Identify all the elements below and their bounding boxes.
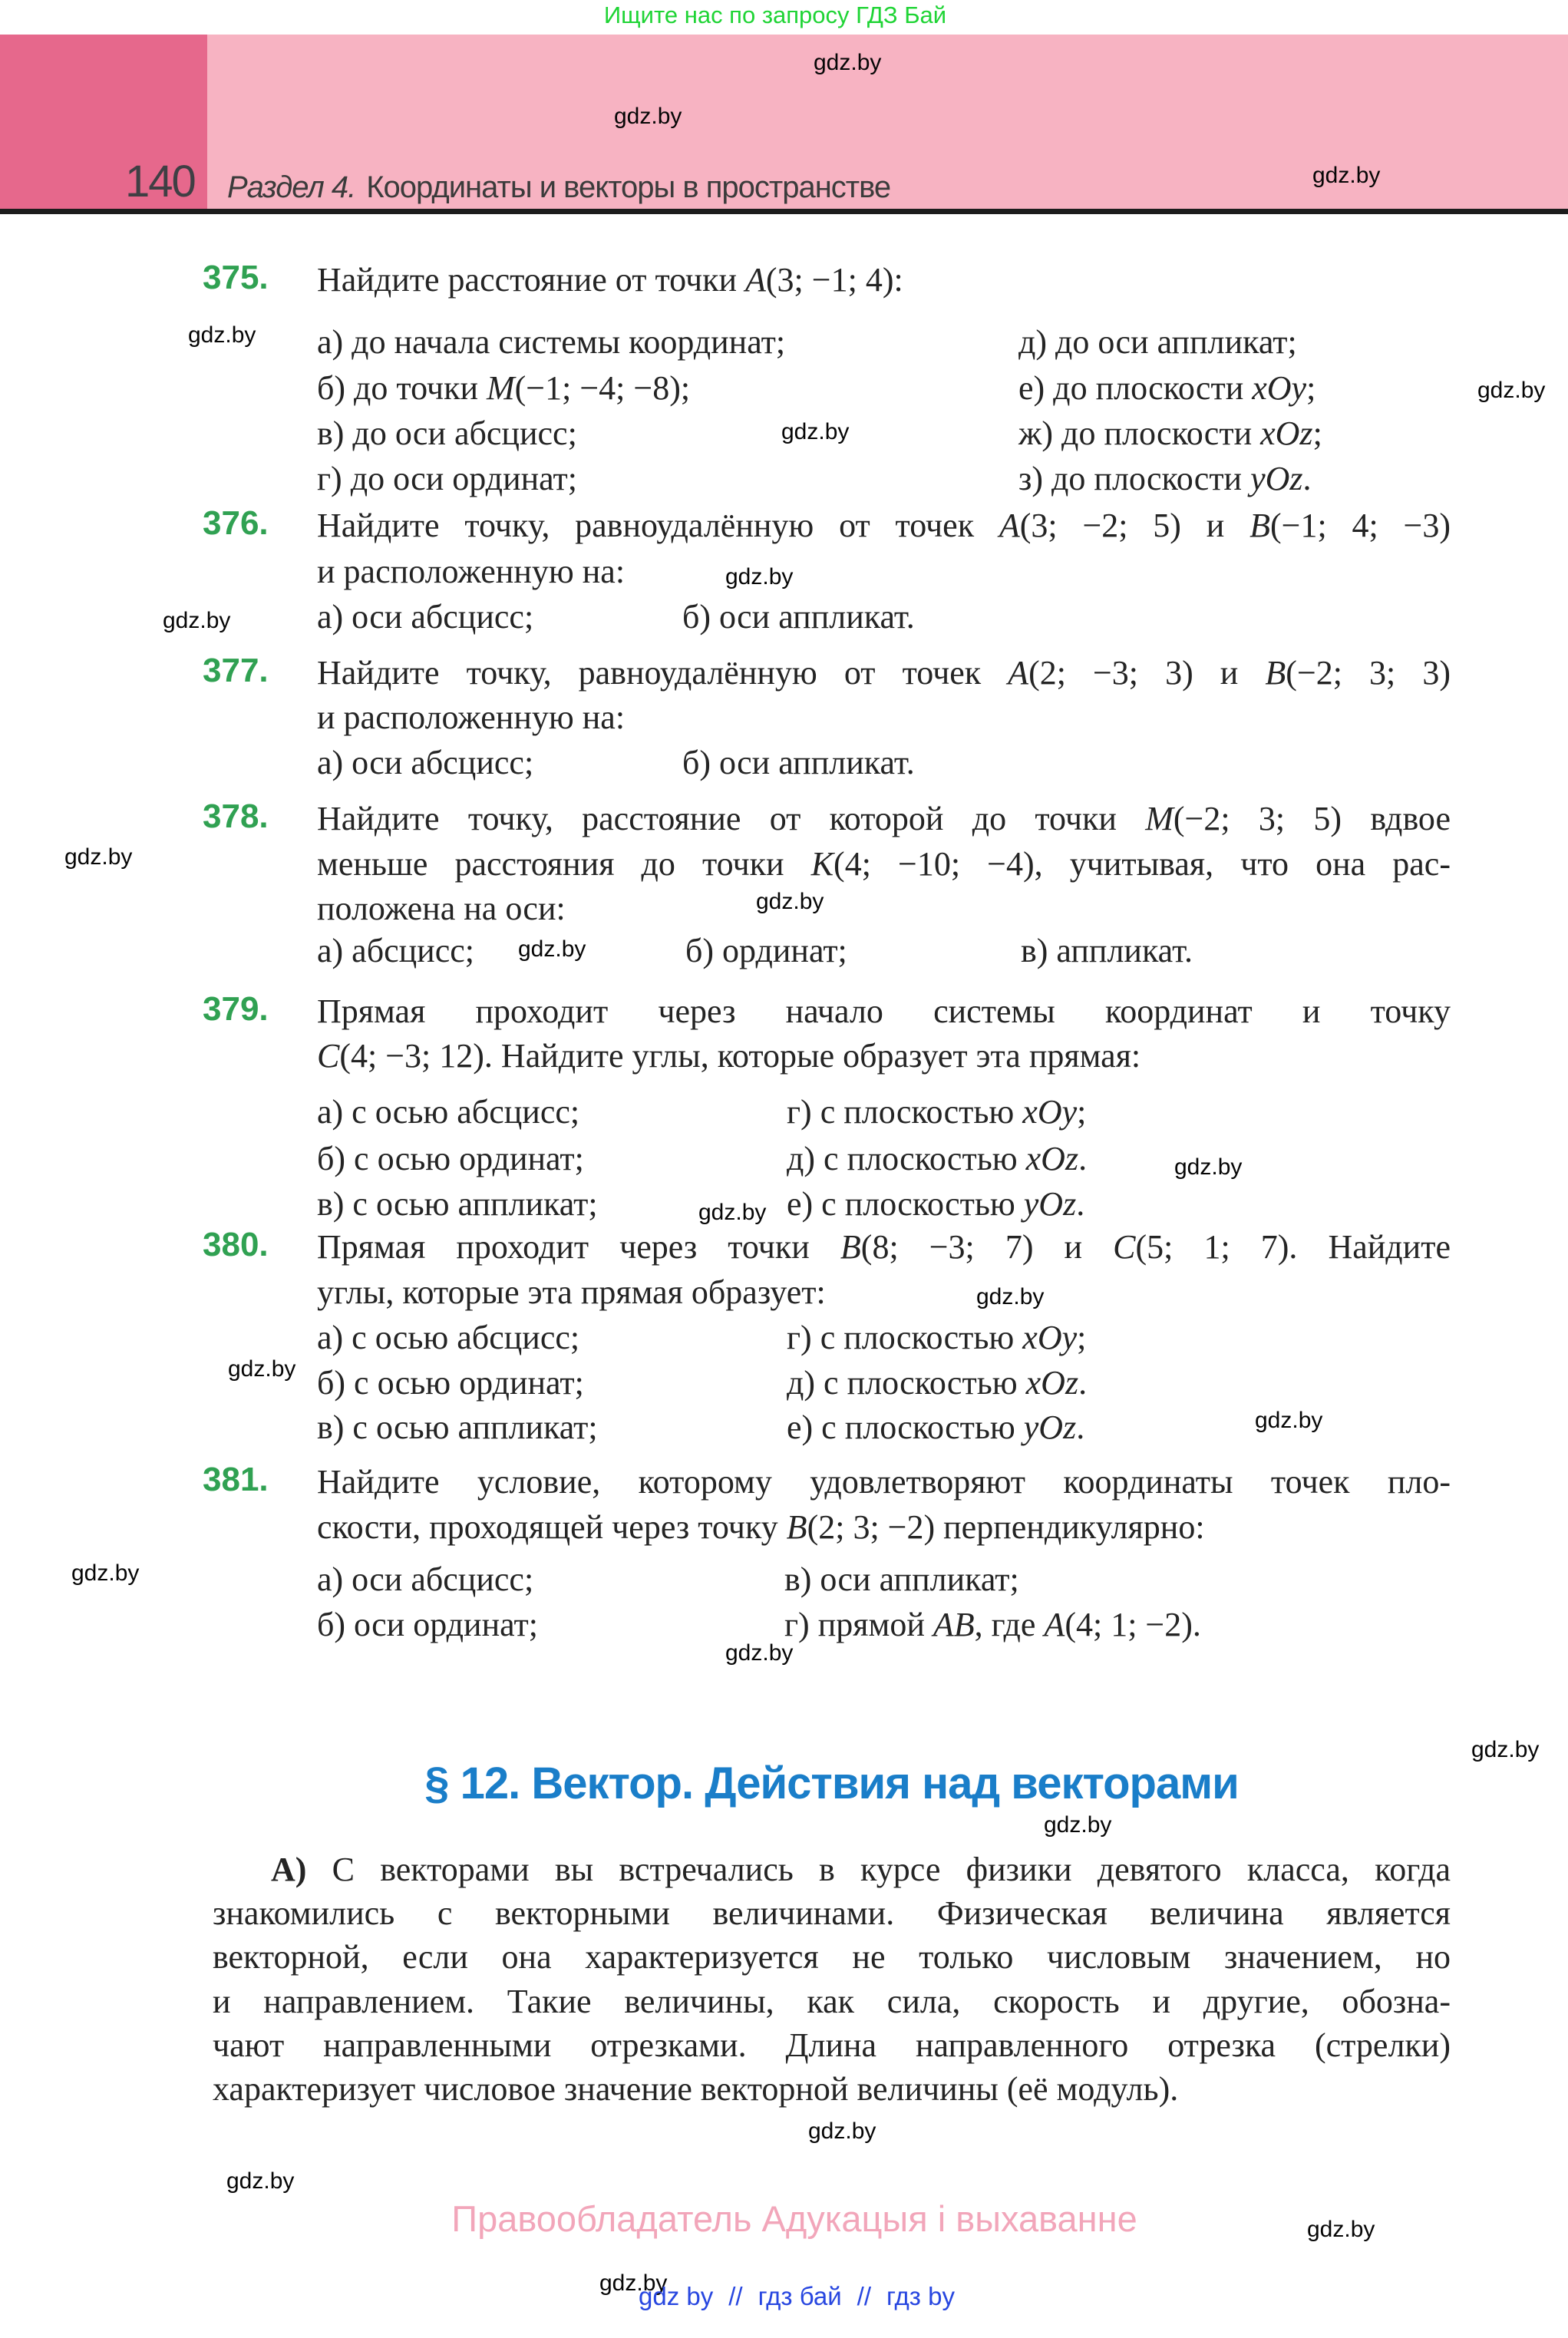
problem-375-item-a: а) до начала системы координат;: [317, 323, 786, 361]
problem-375-line: Найдите расстояние от точки A(3; −1; 4):: [317, 261, 903, 299]
chapter-label: Раздел 4.: [227, 170, 356, 204]
footer-separator: //: [728, 2282, 743, 2310]
gdz-watermark: gdz.by: [1312, 163, 1381, 188]
gdz-watermark: gdz.by: [725, 564, 794, 589]
footer-link-gdz-by[interactable]: gdz by: [639, 2282, 714, 2310]
gdz-watermark: gdz.by: [756, 889, 824, 914]
problem-375-item-z: з) до плоскости yOz.: [1018, 460, 1312, 497]
problem-381-line-1: Найдите условие, которому удовлетворяют координаты точек пло-: [317, 1463, 1451, 1501]
problem-377-line-2: и расположенную на:: [317, 698, 626, 736]
problem-number-379: 379.: [203, 990, 269, 1028]
problem-375-item-g: г) до оси ординат;: [317, 460, 578, 497]
problem-377-line-1: Найдите точку, равноудалённую от точек A(2; −3; 3) и B(−2; 3; 3): [317, 654, 1451, 692]
gdz-watermark: gdz.by: [226, 2168, 295, 2194]
gdz-watermark: gdz.by: [228, 1356, 296, 1382]
problem-number-380: 380.: [203, 1226, 269, 1263]
paragraph-label: А): [271, 1851, 307, 1888]
problem-380-line-1: Прямая проходит через точки B(8; −3; 7) и C(5; 1; 7). Найдите: [317, 1228, 1451, 1266]
problem-380-item-b: б) с осью ординат;: [317, 1364, 584, 1402]
problem-380-item-a: а) с осью абсцисс;: [317, 1319, 580, 1356]
problem-375-item-e: е) до плоскости xOy;: [1018, 369, 1316, 407]
paragraph-line-3: векторной, если она характеризуется не только числовым значением, но: [213, 1938, 1451, 1976]
problem-number-378: 378.: [203, 797, 269, 835]
problem-378-line-3: положена на оси:: [317, 890, 566, 927]
problem-376-line-1: Найдите точку, равноудалённую от точек A(3; −2; 5) и B(−1; 4; −3): [317, 507, 1451, 544]
gdz-watermark: gdz.by: [64, 844, 133, 870]
problem-379-line-1: Прямая проходит через начало системы координат и точку: [317, 992, 1451, 1030]
footer-separator: //: [857, 2282, 871, 2310]
paragraph-line-1-text: С векторами вы встречались в курсе физики девятого класса, когда: [306, 1851, 1451, 1888]
problem-378-line-1: Найдите точку, расстояние от которой до точки M(−2; 3; 5) вдвое: [317, 800, 1451, 837]
problem-381-line-2: скости, проходящей через точку B(2; 3; −2) перпендикулярно:: [317, 1508, 1205, 1546]
gdz-watermark: gdz.by: [976, 1284, 1045, 1309]
problem-number-376: 376.: [203, 504, 269, 542]
problem-379-item-a: а) с осью абсцисс;: [317, 1093, 580, 1131]
gdz-watermark: gdz.by: [188, 322, 256, 348]
problem-379-line-2: C(4; −3; 12). Найдите углы, которые образует эта прямая:: [317, 1037, 1141, 1075]
gdz-watermark: gdz.by: [725, 1640, 794, 1666]
problem-380-item-e: е) с плоскостью yOz.: [787, 1408, 1085, 1446]
paragraph-line-6: характеризует числовое значение векторной величины (её модуль).: [213, 2070, 1179, 2108]
problem-379-item-d: д) с плоскостью xOz.: [787, 1140, 1088, 1177]
gdz-watermark: gdz.by: [1044, 1812, 1112, 1838]
problem-375-item-b: б) до точки M(−1; −4; −8);: [317, 369, 691, 407]
problem-378-item-b: б) ординат;: [685, 932, 847, 969]
problem-379-item-b: б) с осью ординат;: [317, 1140, 584, 1177]
gdz-watermark: gdz.by: [698, 1200, 767, 1225]
problem-381-item-a: а) оси абсцисс;: [317, 1560, 534, 1598]
problem-378-item-v: в) аппликат.: [1021, 932, 1193, 969]
problem-380-item-v: в) с осью аппликат;: [317, 1408, 598, 1446]
gdz-watermark: gdz.by: [71, 1560, 140, 1586]
paragraph-line-1: [213, 1848, 1451, 1891]
paragraph-line-4: и направлением. Такие величины, как сила, скорость и другие, обозна-: [213, 1983, 1451, 2020]
problem-381-item-b: б) оси ординат;: [317, 1606, 538, 1643]
problem-number-381: 381.: [203, 1461, 269, 1498]
problem-377-item-b: б) оси аппликат.: [682, 744, 915, 781]
chapter-title: Координаты и векторы в пространстве: [366, 170, 891, 204]
gdz-watermark: gdz.by: [1477, 378, 1546, 403]
gdz-watermark: gdz.by: [1307, 2217, 1375, 2242]
header-rule: [0, 209, 1568, 214]
gdz-watermark: gdz.by: [163, 608, 231, 633]
gdz-watermark: gdz.by: [1255, 1408, 1323, 1433]
problem-376-line-2: и расположенную на:: [317, 553, 626, 590]
gdz-watermark: gdz.by: [781, 419, 850, 444]
problem-377-item-a: а) оси абсцисс;: [317, 744, 534, 781]
problem-number-375: 375.: [203, 259, 269, 296]
problem-number-377: 377.: [203, 652, 269, 689]
gdz-watermark: gdz.by: [814, 50, 882, 75]
problem-375-item-d: д) до оси аппликат;: [1018, 323, 1297, 361]
problem-379-item-e: е) с плоскостью yOz.: [787, 1185, 1085, 1223]
footer-link-gdz-bai[interactable]: гдз бай: [758, 2282, 842, 2310]
chapter-header: [227, 170, 890, 205]
gdz-watermark: gdz.by: [1174, 1154, 1243, 1180]
gdz-watermark: gdz.by: [614, 104, 682, 129]
copyright-line: Правообладатель Адукацыя і выхаванне: [451, 2198, 1137, 2239]
problem-376-item-b: б) оси аппликат.: [682, 598, 915, 636]
section-heading: § 12. Вектор. Действия над векторами: [424, 1758, 1239, 1808]
paragraph-line-2: знакомились с векторными величинами. Физическая величина является: [213, 1894, 1451, 1932]
problem-379-item-g: г) с плоскостью xOy;: [787, 1093, 1087, 1131]
problem-375-item-zh: ж) до плоскости xOz;: [1018, 414, 1322, 452]
footer-link-gdz-by-2[interactable]: гдз by: [886, 2282, 955, 2310]
problem-381-item-v: в) оси аппликат;: [784, 1560, 1019, 1598]
problem-380-item-d: д) с плоскостью xOz.: [787, 1364, 1088, 1402]
gdz-watermark: gdz.by: [1471, 1737, 1540, 1762]
gdz-watermark: gdz.by: [599, 2270, 668, 2296]
problem-379-item-v: в) с осью аппликат;: [317, 1185, 598, 1223]
gdz-watermark: gdz.by: [808, 2118, 876, 2144]
problem-381-item-g: г) прямой AB, где A(4; 1; −2).: [784, 1606, 1201, 1643]
problem-378-item-a: а) абсцисс;: [317, 932, 475, 969]
problem-378-line-2: меньше расстояния до точки K(4; −10; −4), учитывая, что она рас-: [317, 845, 1451, 883]
paragraph-line-5: чают направленными отрезками. Длина направленного отрезка (стрелки): [213, 2026, 1451, 2064]
problem-380-line-2: углы, которые эта прямая образует:: [317, 1273, 826, 1311]
search-hint-banner: Ищите нас по запросу ГДЗ Бай: [603, 2, 947, 28]
problem-376-item-a: а) оси абсцисс;: [317, 598, 534, 636]
problem-380-item-g: г) с плоскостью xOy;: [787, 1319, 1087, 1356]
page-number: 140: [125, 157, 195, 206]
footer-links: [631, 2282, 962, 2311]
problem-375-item-v: в) до оси абсцисс;: [317, 414, 577, 452]
gdz-watermark: gdz.by: [518, 936, 586, 962]
